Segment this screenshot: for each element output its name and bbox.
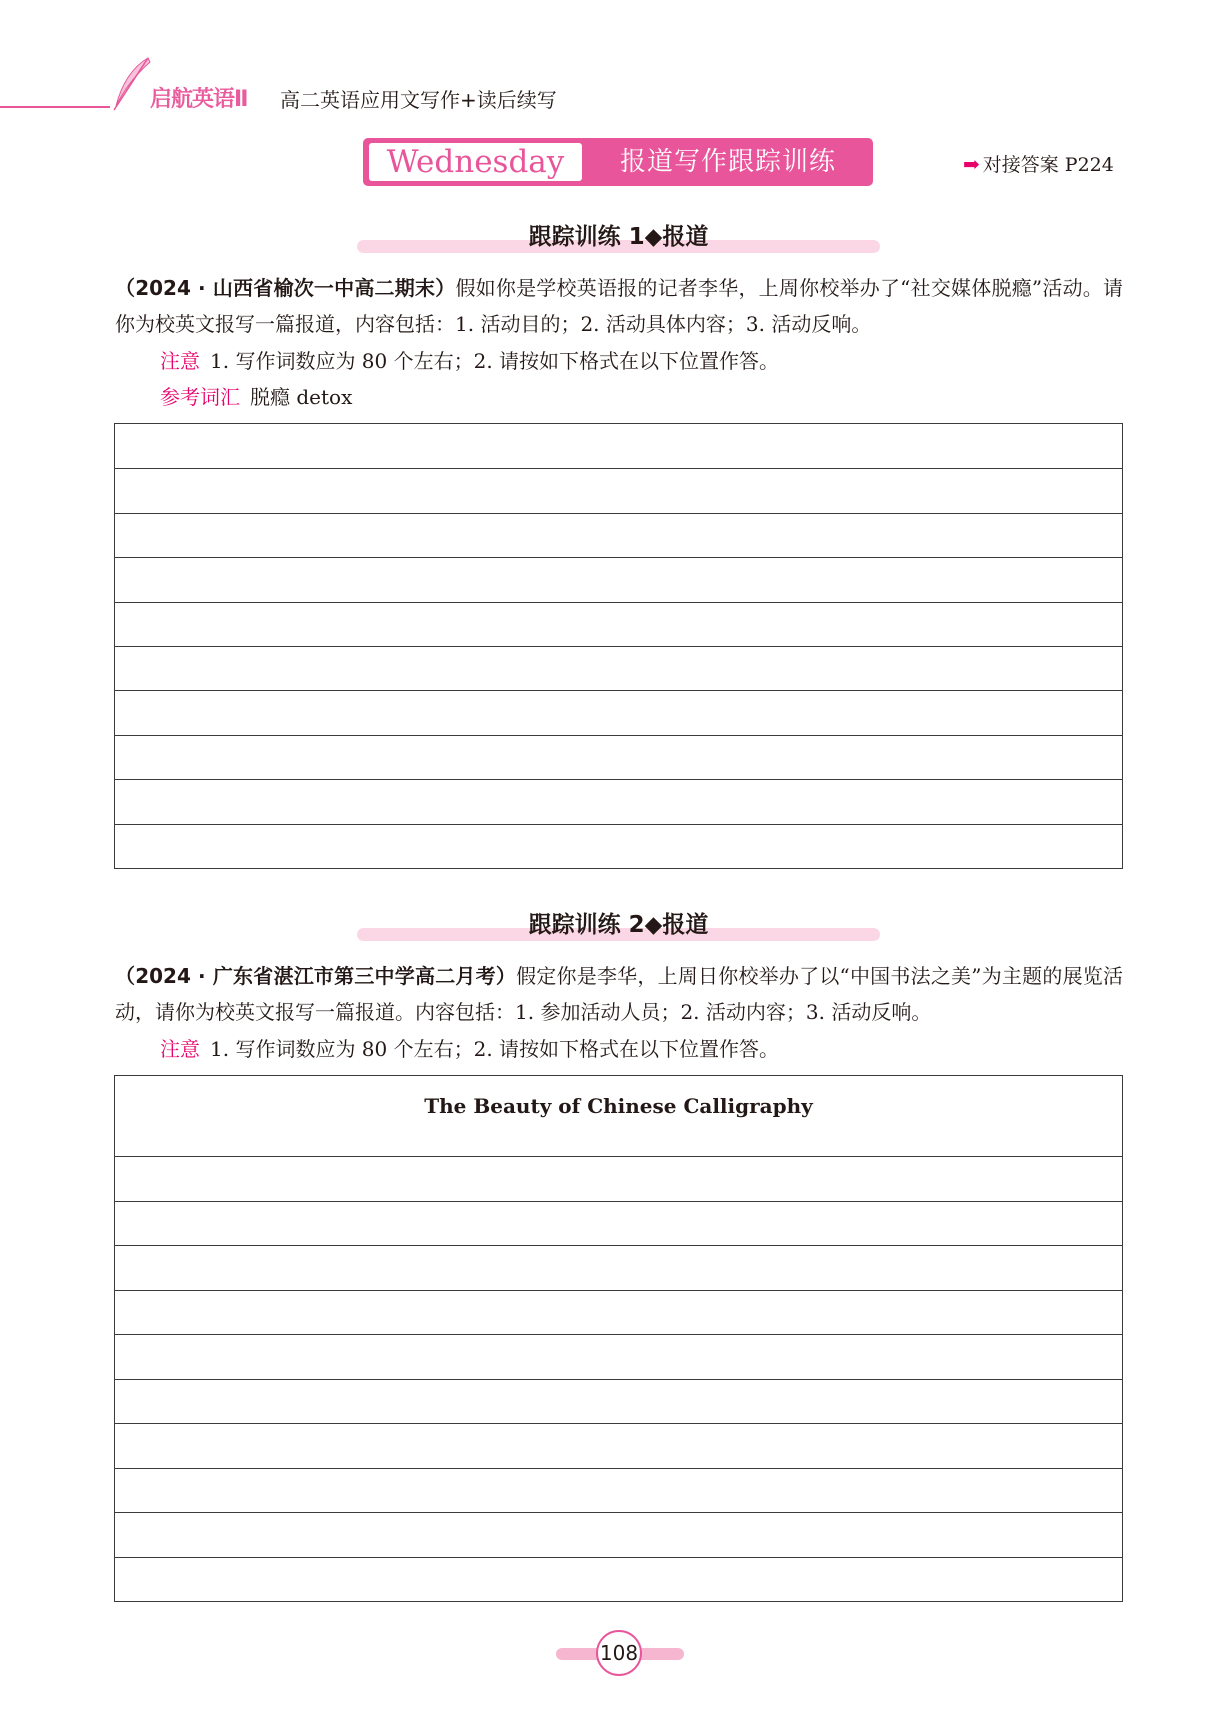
writing-line[interactable] xyxy=(115,1156,1122,1201)
series-title: 高二英语应用文写作+读后续写 xyxy=(280,88,557,112)
answer-reference-text: 对接答案 P224 xyxy=(982,154,1114,176)
writing-line[interactable] xyxy=(115,735,1122,779)
writing-line[interactable] xyxy=(115,1245,1122,1290)
note-label: 注意 xyxy=(160,349,200,373)
writing-line[interactable] xyxy=(115,824,1122,868)
section2-heading xyxy=(357,906,880,946)
note-text: 1. 写作词数应为 80 个左右；2. 请按如下格式在以下位置作答。 xyxy=(210,349,780,373)
section1-source: （2024 · 山西省榆次一中高二期末） xyxy=(115,276,456,300)
section1-heading xyxy=(357,218,880,258)
answer-grid-1[interactable] xyxy=(114,423,1123,869)
section1-vocab xyxy=(160,379,352,415)
feather-icon xyxy=(104,56,154,112)
header-rule xyxy=(0,106,110,108)
writing-line[interactable] xyxy=(115,468,1122,512)
note-text: 1. 写作词数应为 80 个左右；2. 请按如下格式在以下位置作答。 xyxy=(210,1037,780,1061)
title-day: Wednesday xyxy=(386,144,565,180)
title-day-box xyxy=(369,143,582,181)
essay-title-row xyxy=(115,1076,1122,1156)
section2-prompt xyxy=(115,958,1123,1030)
writing-line[interactable] xyxy=(115,1557,1122,1602)
writing-line[interactable] xyxy=(115,779,1122,823)
answer-reference xyxy=(963,150,1114,177)
vocab-label: 参考词汇 xyxy=(160,385,240,409)
writing-line[interactable] xyxy=(115,513,1122,557)
writing-line[interactable] xyxy=(115,690,1122,734)
writing-line[interactable] xyxy=(115,557,1122,601)
writing-line[interactable] xyxy=(115,1334,1122,1379)
vocab-text: 脱瘾 detox xyxy=(250,385,353,409)
note-label: 注意 xyxy=(160,1037,200,1061)
writing-line[interactable] xyxy=(115,1468,1122,1513)
section2-heading-text: 跟踪训练 2◆报道 xyxy=(528,912,709,938)
section1-prompt-text: 假如你是学校英语报的记者李华，上周你校举办了“社交媒体脱瘾”活动。请你为校英文报写一篇报道，内容包括：1. 活动目的；2. 活动具体内容；3. 活动反响。 xyxy=(115,276,1124,336)
writing-line[interactable] xyxy=(115,424,1122,468)
writing-line[interactable] xyxy=(115,1201,1122,1246)
writing-line[interactable] xyxy=(115,1290,1122,1335)
arrow-right-icon: ➡ xyxy=(963,152,980,176)
brand-logo-text: 启航英语Ⅱ xyxy=(150,87,248,112)
section2-prompt-text: 假定你是李华，上周日你校举办了以“中国书法之美”为主题的展览活动，请你为校英文报写一篇报道。内容包括：1. 参加活动人员；2. 活动内容；3. 活动反响。 xyxy=(115,964,1124,1024)
writing-line[interactable] xyxy=(115,602,1122,646)
writing-line[interactable] xyxy=(115,1512,1122,1557)
section1-heading-text: 跟踪训练 1◆报道 xyxy=(528,224,709,250)
writing-line[interactable] xyxy=(115,1423,1122,1468)
essay-title: The Beauty of Chinese Calligraphy xyxy=(424,1094,813,1118)
page-number: 108 xyxy=(596,1630,642,1676)
answer-grid-2[interactable] xyxy=(114,1075,1123,1602)
writing-line[interactable] xyxy=(115,646,1122,690)
page-title-banner xyxy=(363,138,873,186)
section2-note xyxy=(160,1031,779,1067)
section2-source: （2024 · 广东省湛江市第三中学高二月考） xyxy=(115,964,517,988)
section1-note xyxy=(160,343,779,379)
section1-prompt xyxy=(115,270,1123,342)
title-topic: 报道写作跟踪训练 xyxy=(619,147,836,177)
writing-line[interactable] xyxy=(115,1379,1122,1424)
